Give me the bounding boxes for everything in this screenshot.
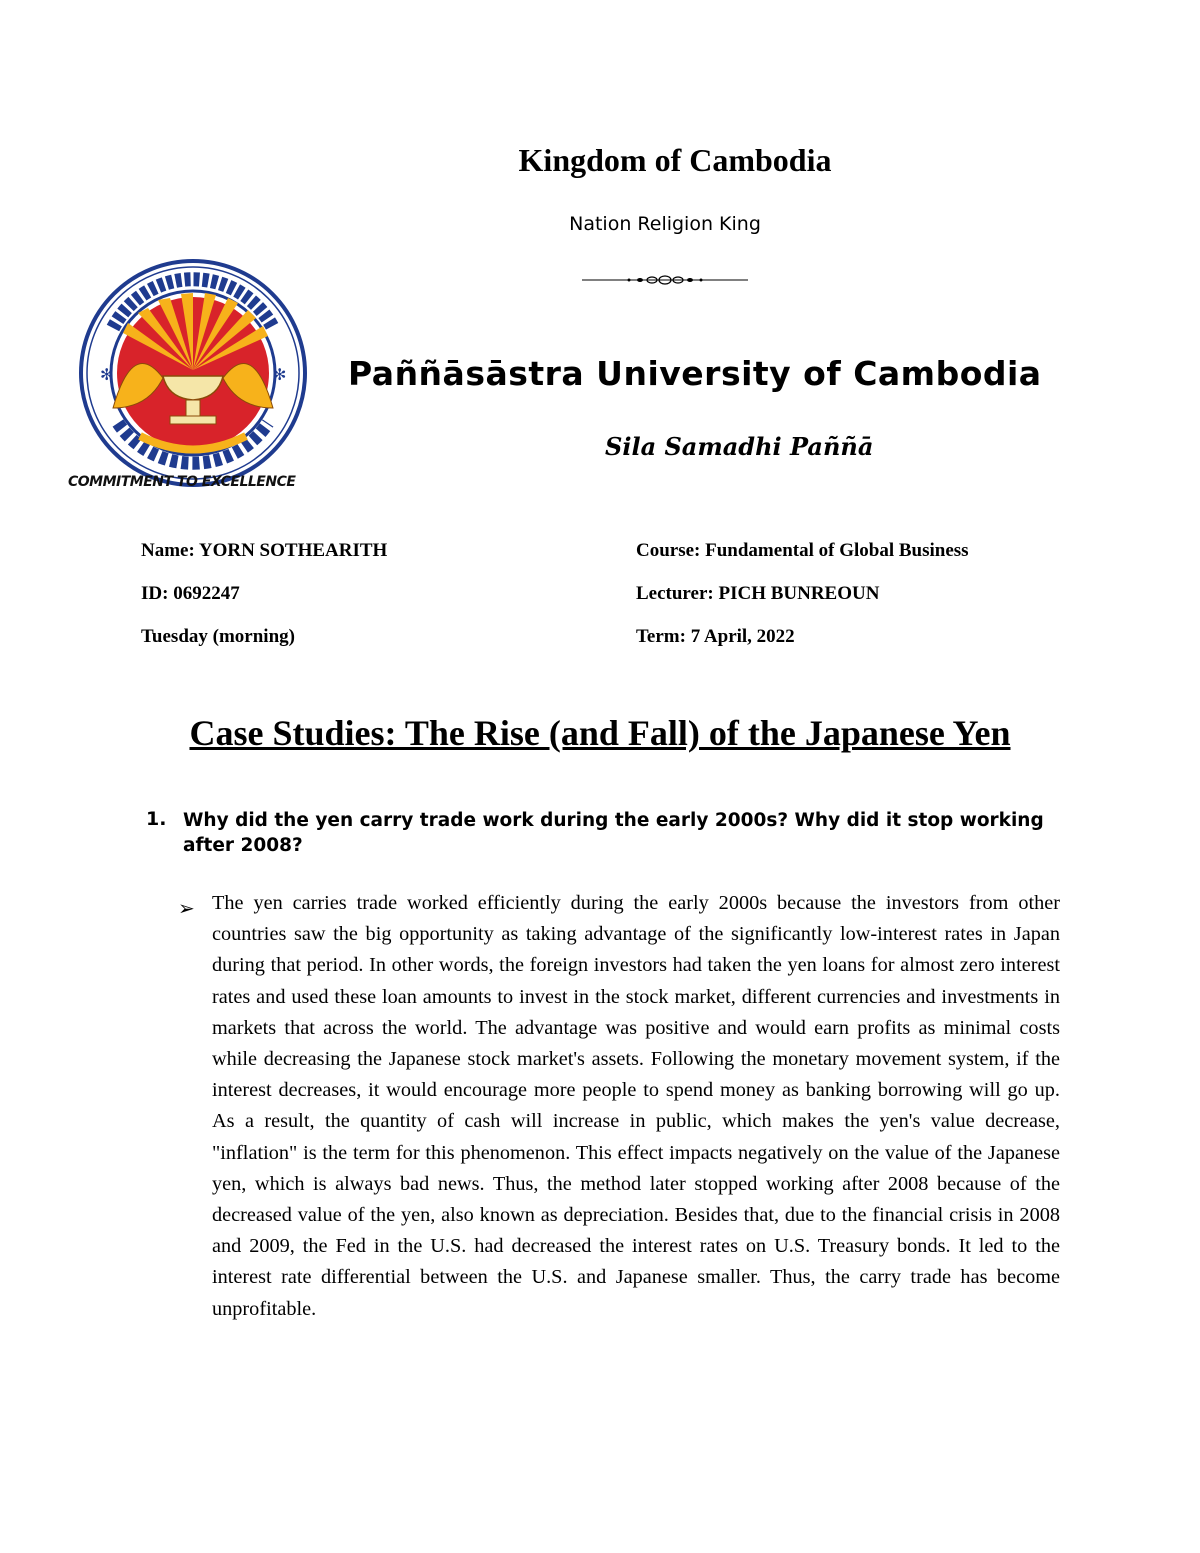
answer-paragraph: The yen carries trade worked efficiently during the early 2000s because the investors from other countries saw the big opportunity as taking advantage of the significantly low-interest rates in Japan during that period. In other words, the foreign investors had taken the yen loans for almost zero interest rates and used these loan amounts to invest in the stock market, different currencies and investments in markets that across the world. The advantage was positive and would earn profits as minimal costs while decreasing the Japanese stock market's assets. Following the monetary movement system, if the interest decreases, it would encourage more people to spend money as banking borrowing will go up. As a result, the quantity of cash will increase in public, which makes the yen's value decrease, "inflation" is the term for this phenomenon. This effect impacts negatively on the value of the Japanese yen, which is always bad news. Thus, the method later stopped working after 2008 because of the decreased value of the yen, also known as depreciation. Besides that, due to the financial crisis in 2008 and 2009, the Fed in the U.S. had decreased the interest rates on U.S. Treasury bonds. It led to the interest rate differential between the U.S. and Japanese smaller. Thus, the carry trade has become unprofitable. xyxy=(212,892,1060,1320)
nation-motto: Nation Religion King xyxy=(569,213,761,235)
student-session: Tuesday (morning) xyxy=(141,626,295,647)
kingdom-heading: Kingdom of Cambodia xyxy=(518,142,832,178)
course-name: Course: Fundamental of Global Business xyxy=(636,540,969,561)
question-text: Why did the yen carry trade work during the early 2000s? Why did it stop working after 2008? xyxy=(183,810,1044,856)
student-id: ID: 0692247 xyxy=(141,583,240,604)
svg-text:✻: ✻ xyxy=(100,365,114,384)
arrow-bullet-icon: ➢ xyxy=(178,898,195,920)
ornament-divider-icon xyxy=(582,270,748,290)
case-study-title: Case Studies: The Rise (and Fall) of the Japanese Yen xyxy=(189,713,1011,753)
lecturer-name: Lecturer: PICH BUNREOUN xyxy=(636,583,880,604)
university-seal-logo xyxy=(78,258,308,488)
term-date: Term: 7 April, 2022 xyxy=(636,626,795,647)
logo-motto: COMMITMENT TO EXCELLENCE xyxy=(68,474,296,490)
svg-text:✻: ✻ xyxy=(273,365,287,384)
student-name: Name: YORN SOTHEARITH xyxy=(141,540,388,561)
university-name: Paññāsāstra University of Cambodia xyxy=(348,354,1042,393)
university-motto: Sila Samadhi Paññā xyxy=(605,432,874,461)
question-number: 1. xyxy=(146,808,167,830)
